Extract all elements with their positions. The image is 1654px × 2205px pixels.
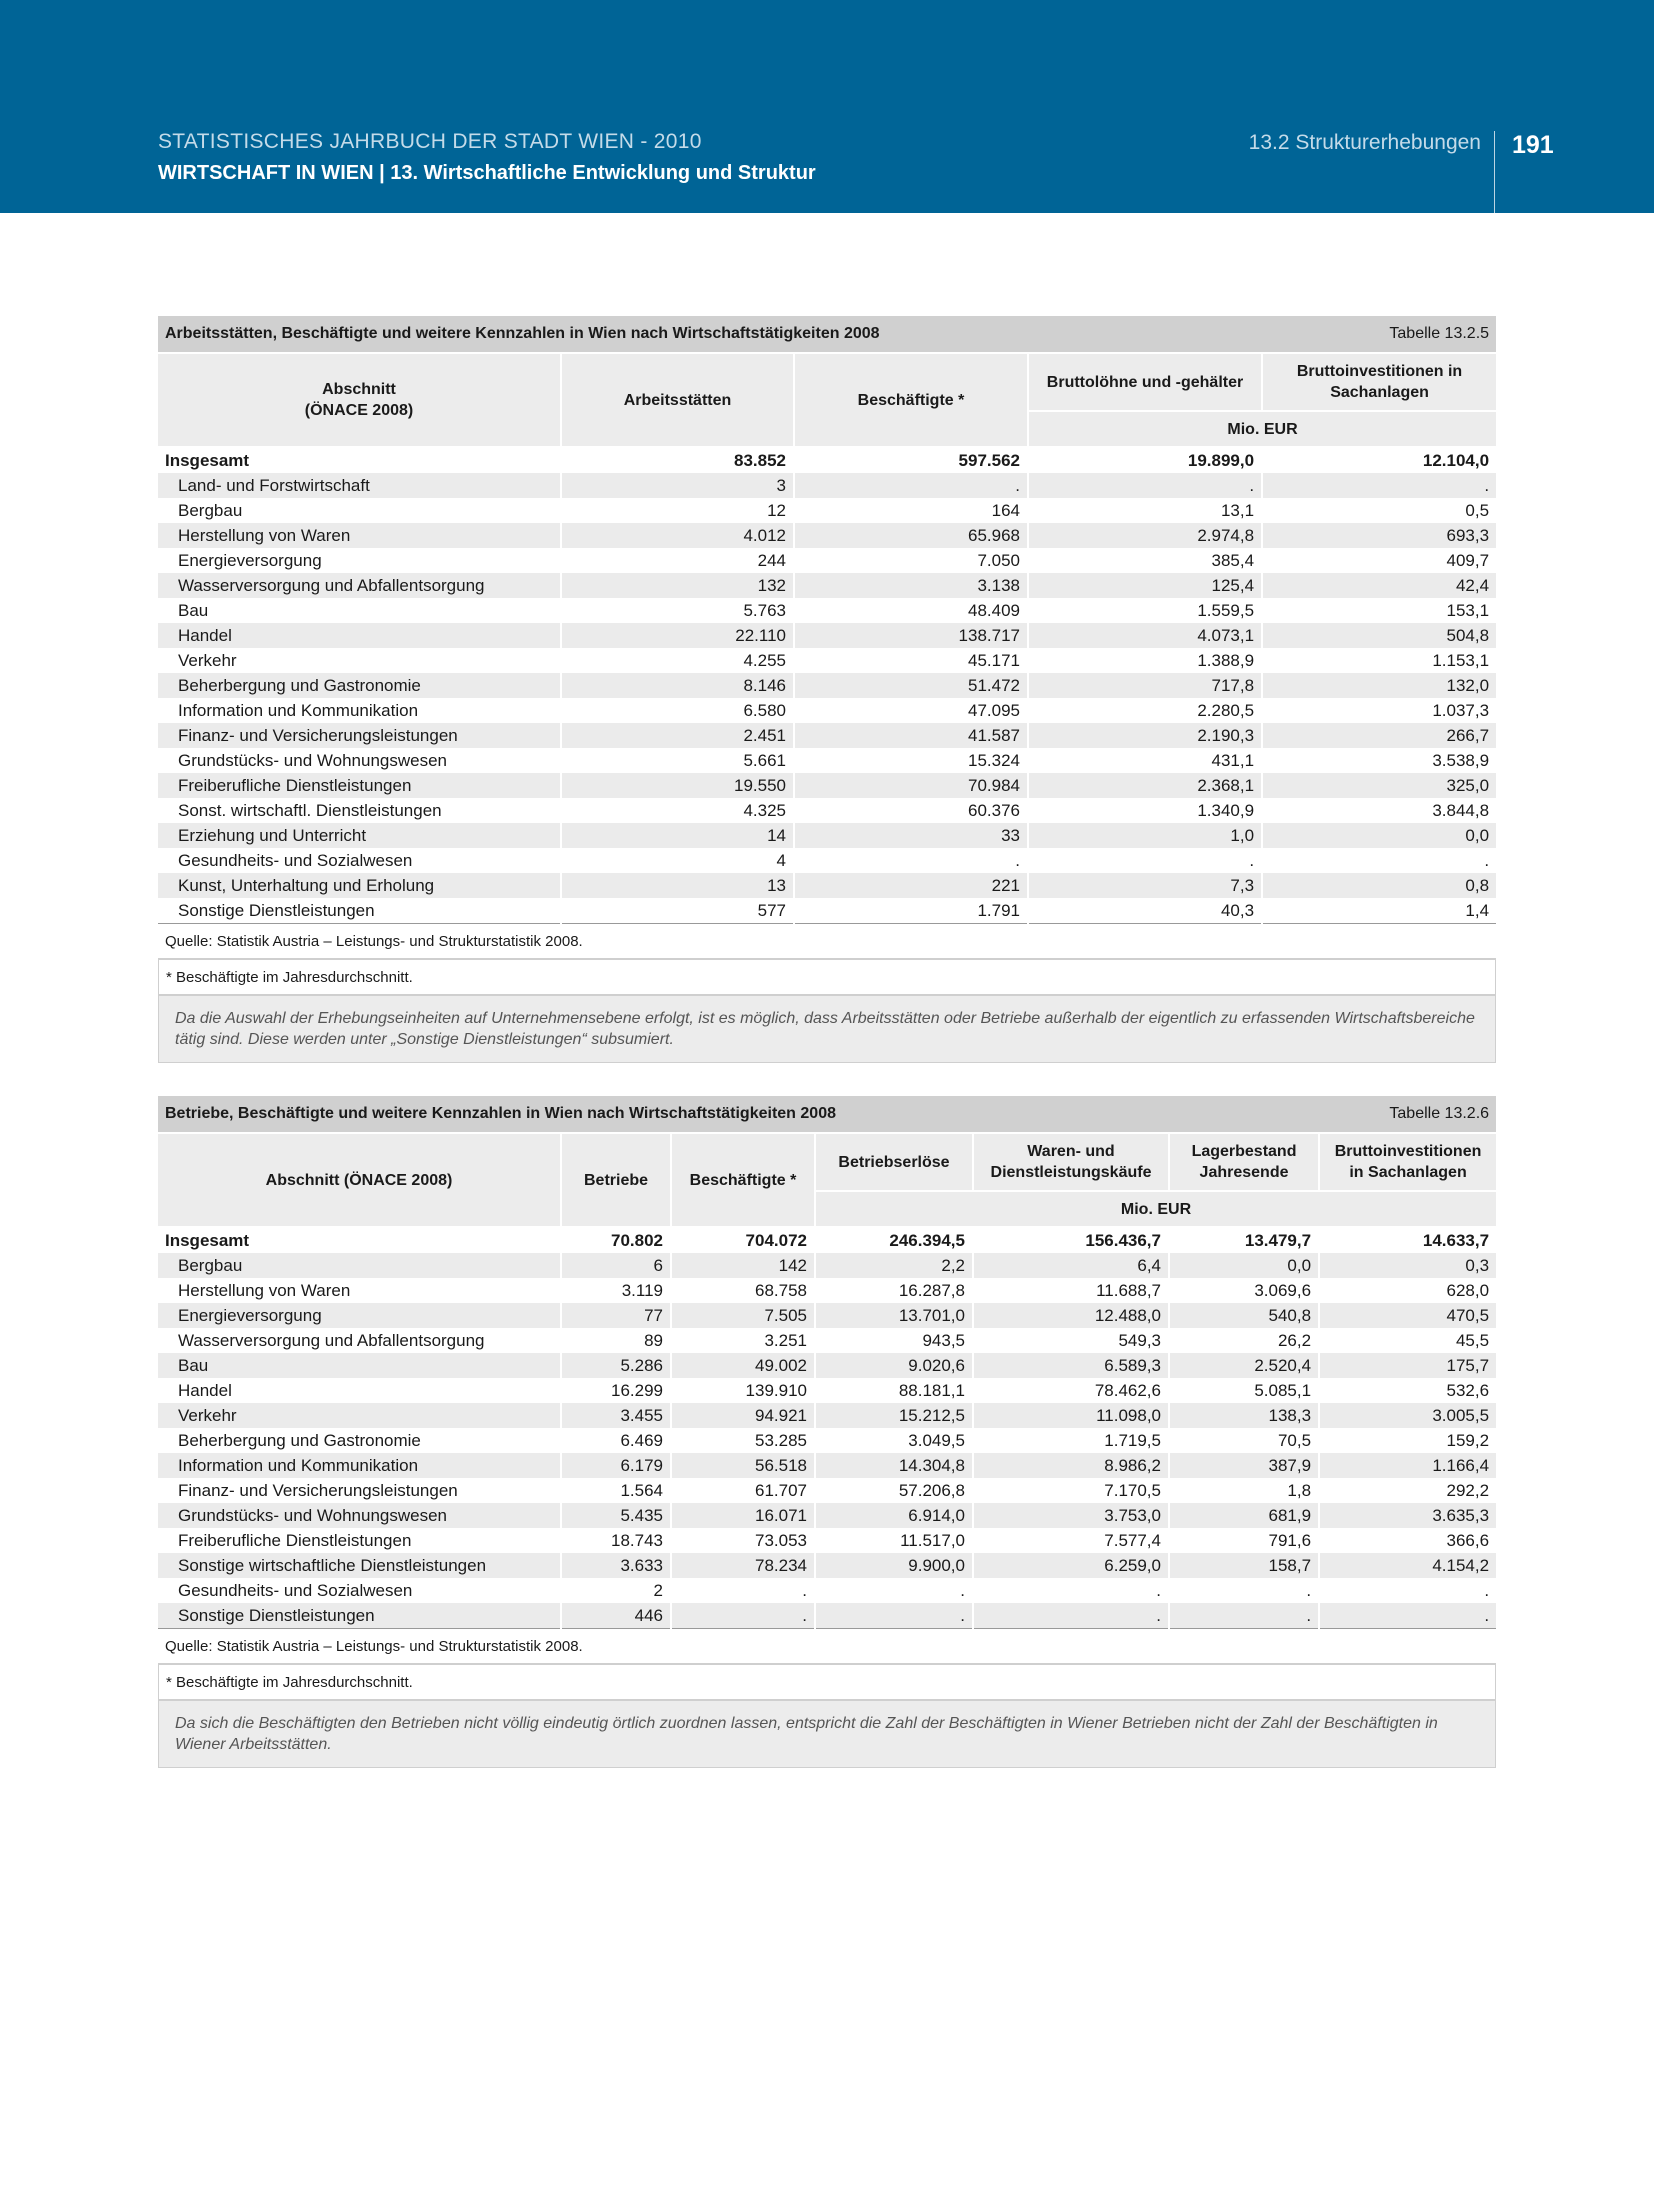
table-cell: 45,5 bbox=[1455, 1330, 1490, 1350]
table-row bbox=[158, 573, 1496, 598]
row-label: Sonstige wirtschaftliche Dienstleistungen bbox=[158, 1553, 561, 1578]
table-cell: 164 bbox=[794, 498, 1028, 523]
table-cell: 577 bbox=[561, 898, 794, 924]
table-cell: 5.286 bbox=[561, 1353, 671, 1378]
table-cell: 532,6 bbox=[1446, 1380, 1490, 1400]
table-cell: 16.071 bbox=[671, 1503, 815, 1528]
chapter-part1: WIRTSCHAFT IN WIEN bbox=[158, 162, 374, 184]
table-row bbox=[158, 1303, 1496, 1328]
table2-source: Quelle: Statistik Austria – Leistungs- und Strukturstatistik 2008. bbox=[158, 1629, 1496, 1664]
table2-caption bbox=[158, 1096, 1496, 1133]
table-cell: 11.517,0 bbox=[815, 1528, 973, 1553]
table2-footnote: * Beschäftigte im Jahresdurchschnitt. bbox=[158, 1664, 1496, 1700]
table-cell: 5.661 bbox=[561, 748, 794, 773]
table-row bbox=[158, 473, 1496, 498]
row-label: Handel bbox=[158, 623, 561, 648]
table2-body bbox=[158, 1227, 1496, 1629]
table-cell: . bbox=[815, 1578, 973, 1603]
table-cell: 40,3 bbox=[1028, 898, 1262, 924]
row-label: Gesundheits- und Sozialwesen bbox=[158, 1578, 561, 1603]
table-row bbox=[158, 723, 1496, 748]
table-cell: 3.455 bbox=[561, 1403, 671, 1428]
table-cell: 3.069,6 bbox=[1169, 1278, 1319, 1303]
table-cell: 13 bbox=[561, 873, 794, 898]
table-cell: 4.012 bbox=[561, 523, 794, 548]
table1-col-bruttoinvestitionen: Bruttoinvestitionen in Sachanlagen bbox=[1262, 353, 1496, 411]
table-row bbox=[158, 673, 1496, 698]
table2-number: Tabelle 13.2.6 bbox=[1319, 1096, 1496, 1133]
table-row bbox=[158, 1403, 1496, 1428]
table-cell: 89 bbox=[561, 1328, 671, 1353]
row-label: Sonstige Dienstleistungen bbox=[158, 1603, 561, 1629]
table1-caption bbox=[158, 316, 1496, 353]
table-row bbox=[158, 823, 1496, 848]
table-row bbox=[158, 1328, 1496, 1353]
table-cell: 431,1 bbox=[1028, 748, 1262, 773]
table-cell: 175,7 bbox=[1319, 1353, 1496, 1378]
table-row bbox=[158, 1378, 1496, 1403]
row-label: Finanz- und Versicherungsleistungen bbox=[158, 723, 561, 748]
table1-title: Arbeitsstätten, Beschäftigte und weitere Kennzahlen in Wien nach Wirtschaftstätigkeiten 2008 bbox=[158, 316, 1262, 353]
table-cell: 18.743 bbox=[561, 1528, 671, 1553]
row-label: Beherbergung und Gastronomie bbox=[158, 673, 561, 698]
row-label: Kunst, Unterhaltung und Erholung bbox=[158, 873, 561, 898]
table-cell: 13,1 bbox=[1028, 498, 1262, 523]
table-cell: 387,9 bbox=[1169, 1453, 1319, 1478]
table-cell: 3.844,8 bbox=[1432, 800, 1490, 820]
table-cell: 68.758 bbox=[671, 1278, 815, 1303]
table-cell: 1.564 bbox=[561, 1478, 671, 1503]
table-cell: 6.914,0 bbox=[815, 1503, 973, 1528]
table-cell: 1.388,9 bbox=[1028, 648, 1262, 673]
table-cell: 138,3 bbox=[1169, 1403, 1319, 1428]
table-cell: . bbox=[1319, 1603, 1496, 1629]
table-cell: 53.285 bbox=[671, 1428, 815, 1453]
table-cell: 540,8 bbox=[1169, 1303, 1319, 1328]
table-cell: 3.538,9 bbox=[1432, 750, 1490, 770]
table-cell: 3.251 bbox=[671, 1328, 815, 1353]
table1-total-row bbox=[158, 447, 1496, 473]
table1-unit: Mio. EUR bbox=[1028, 411, 1496, 447]
table-cell: 693,3 bbox=[1262, 523, 1496, 548]
table-cell: 16.287,8 bbox=[815, 1278, 973, 1303]
table-cell: 4.073,1 bbox=[1028, 623, 1262, 648]
row-label: Sonstige Dienstleistungen bbox=[158, 898, 561, 924]
table-cell: 16.299 bbox=[561, 1378, 671, 1403]
table-cell: 5.085,1 bbox=[1169, 1378, 1319, 1403]
table-cell: . bbox=[1262, 473, 1496, 498]
table-cell: 13.479,7 bbox=[1169, 1227, 1319, 1253]
row-label: Herstellung von Waren bbox=[158, 1278, 561, 1303]
table-cell: 65.968 bbox=[794, 523, 1028, 548]
table-cell: 132,0 bbox=[1262, 673, 1496, 698]
table-row bbox=[158, 1553, 1496, 1578]
table-cell: 49.002 bbox=[671, 1353, 815, 1378]
table-cell: 7.505 bbox=[671, 1303, 815, 1328]
table-row bbox=[158, 523, 1496, 548]
table1-grid bbox=[158, 316, 1496, 924]
row-label: Bau bbox=[158, 1353, 561, 1378]
row-label: Bergbau bbox=[158, 1253, 561, 1278]
table-cell: 292,2 bbox=[1446, 1480, 1490, 1500]
row-label: Grundstücks- und Wohnungswesen bbox=[158, 1503, 561, 1528]
table-row bbox=[158, 598, 1496, 623]
table2-total-row bbox=[158, 1227, 1496, 1253]
table-cell: 3.119 bbox=[561, 1278, 671, 1303]
row-label: Beherbergung und Gastronomie bbox=[158, 1428, 561, 1453]
row-label: Gesundheits- und Sozialwesen bbox=[158, 848, 561, 873]
table-cell: 3.005,5 bbox=[1319, 1403, 1496, 1428]
table-cell: 56.518 bbox=[671, 1453, 815, 1478]
table1-body bbox=[158, 447, 1496, 924]
table-cell: 791,6 bbox=[1169, 1528, 1319, 1553]
table2-col-lagerbestand: Lagerbestand Jahresende bbox=[1169, 1133, 1319, 1191]
table-cell: 246.394,5 bbox=[815, 1227, 973, 1253]
row-label: Freiberufliche Dienstleistungen bbox=[158, 773, 561, 798]
table-cell: 4.255 bbox=[561, 648, 794, 673]
table-cell: . bbox=[794, 848, 1028, 873]
table-cell: 1,8 bbox=[1169, 1478, 1319, 1503]
row-label: Bergbau bbox=[158, 498, 561, 523]
chapter-separator: | bbox=[379, 162, 385, 184]
table1-remark: Da die Auswahl der Erhebungseinheiten auf Unternehmensebene erfolgt, ist es möglich, dass Arbeitsstätten oder Betriebe außerhalb der eigentlich zu erfassenden Wirtschaftsbereiche tätig sind. Diese werden unter „Sonstige Dienstleistungen“ subsumiert. bbox=[158, 995, 1496, 1063]
row-label: Grundstücks- und Wohnungswesen bbox=[158, 748, 561, 773]
table1-col-beschaeftigte: Beschäftigte * bbox=[794, 353, 1028, 447]
table-cell: 73.053 bbox=[671, 1528, 815, 1553]
table-cell: 597.562 bbox=[794, 447, 1028, 473]
table-cell: 2,2 bbox=[815, 1253, 973, 1278]
table-row bbox=[158, 1453, 1496, 1478]
table-cell: 325,0 bbox=[1262, 773, 1496, 798]
table-row bbox=[158, 1428, 1496, 1453]
table-cell: 6.469 bbox=[561, 1428, 671, 1453]
table-cell: 41.587 bbox=[794, 723, 1028, 748]
table-cell: 51.472 bbox=[794, 673, 1028, 698]
table-cell: 88.181,1 bbox=[815, 1378, 973, 1403]
row-label: Information und Kommunikation bbox=[158, 1453, 561, 1478]
table-cell: 12.488,0 bbox=[973, 1303, 1169, 1328]
table-cell: 943,5 bbox=[815, 1328, 973, 1353]
table-cell: 4.154,2 bbox=[1319, 1553, 1496, 1578]
table-cell: 8.986,2 bbox=[973, 1453, 1169, 1478]
table-cell: 1.340,9 bbox=[1028, 798, 1262, 823]
table2-remark: Da sich die Beschäftigten den Betrieben nicht völlig eindeutig örtlich zuordnen lassen, entspricht die Zahl der Beschäftigten in Wiener Betrieben nicht der Zahl der Beschäftigten in Wiener Arbeitsstätten. bbox=[158, 1700, 1496, 1768]
table-row bbox=[158, 798, 1496, 823]
table-cell: 470,5 bbox=[1319, 1303, 1496, 1328]
table-cell: 244 bbox=[561, 548, 794, 573]
table-cell: 12 bbox=[561, 498, 794, 523]
table-cell: 158,7 bbox=[1169, 1553, 1319, 1578]
table-cell: . bbox=[1028, 848, 1262, 873]
row-label: Insgesamt bbox=[158, 1227, 561, 1253]
table-cell: 94.921 bbox=[671, 1403, 815, 1428]
row-label: Erziehung und Unterricht bbox=[158, 823, 561, 848]
row-label: Wasserversorgung und Abfallentsorgung bbox=[158, 1328, 561, 1353]
table-cell: 45.171 bbox=[794, 648, 1028, 673]
table-cell: 2.190,3 bbox=[1028, 723, 1262, 748]
table-cell: 78.234 bbox=[671, 1553, 815, 1578]
row-label: Energieversorgung bbox=[158, 1303, 561, 1328]
table-cell: 1.037,3 bbox=[1432, 700, 1490, 720]
table2-col-betriebe: Betriebe bbox=[561, 1133, 671, 1227]
table1-source: Quelle: Statistik Austria – Leistungs- und Strukturstatistik 2008. bbox=[158, 924, 1496, 959]
table-cell: 385,4 bbox=[1028, 548, 1262, 573]
table-cell: 42,4 bbox=[1262, 573, 1496, 598]
table-cell: 2.974,8 bbox=[1028, 523, 1262, 548]
table-cell: 446 bbox=[561, 1603, 671, 1629]
table-cell: 6.179 bbox=[561, 1453, 671, 1478]
table-cell: 1.166,4 bbox=[1319, 1453, 1496, 1478]
table-row bbox=[158, 623, 1496, 648]
table-cell: 549,3 bbox=[973, 1328, 1169, 1353]
table-cell: 681,9 bbox=[1169, 1503, 1319, 1528]
table-cell: 1.791 bbox=[794, 898, 1028, 924]
table-cell: 0,8 bbox=[1262, 873, 1496, 898]
table-cell: . bbox=[1028, 473, 1262, 498]
table-cell: 0,5 bbox=[1465, 500, 1490, 520]
table-cell: 6.589,3 bbox=[973, 1353, 1169, 1378]
table2-title: Betriebe, Beschäftigte und weitere Kennzahlen in Wien nach Wirtschaftstätigkeiten 2008 bbox=[158, 1096, 1319, 1133]
table-cell: 704.072 bbox=[671, 1227, 815, 1253]
table-cell: 12.104,0 bbox=[1262, 447, 1496, 473]
table-cell: . bbox=[1169, 1603, 1319, 1629]
table-cell: 221 bbox=[794, 873, 1028, 898]
table-cell: 26,2 bbox=[1169, 1328, 1319, 1353]
table-cell: 6.259,0 bbox=[973, 1553, 1169, 1578]
table-cell: 5.435 bbox=[561, 1503, 671, 1528]
table-cell: 3.049,5 bbox=[815, 1428, 973, 1453]
table-cell: 9.020,6 bbox=[815, 1353, 973, 1378]
table-row bbox=[158, 698, 1496, 723]
table-cell: 7.577,4 bbox=[973, 1528, 1169, 1553]
table2-col-beschaeftigte: Beschäftigte * bbox=[671, 1133, 815, 1227]
table-cell: 14.304,8 bbox=[815, 1453, 973, 1478]
table-cell: 504,8 bbox=[1262, 623, 1496, 648]
table-cell: 11.688,7 bbox=[973, 1278, 1169, 1303]
table-cell: 7.050 bbox=[794, 548, 1028, 573]
table-cell: 153,1 bbox=[1446, 600, 1490, 620]
table-cell: 48.409 bbox=[794, 598, 1028, 623]
table-row bbox=[158, 873, 1496, 898]
table2-col-betriebserloese: Betriebserlöse bbox=[815, 1133, 973, 1191]
table-cell: 47.095 bbox=[794, 698, 1028, 723]
table-cell: . bbox=[1169, 1578, 1319, 1603]
row-label: Handel bbox=[158, 1378, 561, 1403]
table-cell: 7.170,5 bbox=[973, 1478, 1169, 1503]
table-cell: 0,0 bbox=[1169, 1253, 1319, 1278]
table1-col-abschnitt: Abschnitt (ÖNACE 2008) bbox=[158, 353, 561, 447]
table-cell: 33 bbox=[794, 823, 1028, 848]
table-cell: 138.717 bbox=[794, 623, 1028, 648]
table-cell: 3.635,3 bbox=[1319, 1503, 1496, 1528]
page-number: 191 bbox=[1512, 131, 1554, 159]
table-cell: 78.462,6 bbox=[973, 1378, 1169, 1403]
chapter-title bbox=[158, 162, 816, 185]
table-row bbox=[158, 648, 1496, 673]
table-cell: 159,2 bbox=[1446, 1430, 1490, 1450]
table-cell: 2 bbox=[561, 1578, 671, 1603]
table2-grid bbox=[158, 1096, 1496, 1629]
table2-col-abschnitt: Abschnitt (ÖNACE 2008) bbox=[158, 1133, 561, 1227]
table-row bbox=[158, 1353, 1496, 1378]
table-cell: 3.753,0 bbox=[973, 1503, 1169, 1528]
table-cell: 1.559,5 bbox=[1028, 598, 1262, 623]
row-label: Verkehr bbox=[158, 648, 561, 673]
table-cell: 132 bbox=[561, 573, 794, 598]
row-label: Finanz- und Versicherungsleistungen bbox=[158, 1478, 561, 1503]
table-13-2-5 bbox=[158, 316, 1496, 1063]
table-cell: 3.138 bbox=[794, 573, 1028, 598]
table-cell: . bbox=[1484, 1580, 1490, 1600]
table-cell: 2.451 bbox=[561, 723, 794, 748]
table-cell: 8.146 bbox=[561, 673, 794, 698]
table-cell: . bbox=[671, 1578, 815, 1603]
table-cell: 266,7 bbox=[1262, 723, 1496, 748]
table2-col-warenkaeufe: Waren- und Dienstleistungskäufe bbox=[973, 1133, 1169, 1191]
table-cell: 2.520,4 bbox=[1169, 1353, 1319, 1378]
table-cell: 60.376 bbox=[794, 798, 1028, 823]
table-cell: 3.633 bbox=[561, 1553, 671, 1578]
table-cell: . bbox=[1484, 850, 1490, 870]
table2-unit: Mio. EUR bbox=[815, 1191, 1496, 1227]
table-cell: 70,5 bbox=[1169, 1428, 1319, 1453]
section-title: 13.2 Strukturerhebungen bbox=[1248, 131, 1481, 154]
table-cell: 11.098,0 bbox=[973, 1403, 1169, 1428]
row-label: Energieversorgung bbox=[158, 548, 561, 573]
table-cell: 77 bbox=[561, 1303, 671, 1328]
table-row bbox=[158, 1478, 1496, 1503]
row-label: Bau bbox=[158, 598, 561, 623]
table-cell: . bbox=[671, 1603, 815, 1629]
table-cell: . bbox=[973, 1578, 1169, 1603]
table-cell: 6.580 bbox=[561, 698, 794, 723]
yearbook-title: STATISTISCHES JAHRBUCH DER STADT WIEN - 2010 bbox=[158, 130, 702, 153]
table-cell: 628,0 bbox=[1446, 1280, 1490, 1300]
row-label: Land- und Forstwirtschaft bbox=[158, 473, 561, 498]
table-row bbox=[158, 773, 1496, 798]
page-header bbox=[0, 0, 1654, 213]
table-cell: . bbox=[973, 1603, 1169, 1629]
table-cell: 14.633,7 bbox=[1319, 1227, 1496, 1253]
table-cell: 19.550 bbox=[561, 773, 794, 798]
table-cell: 1,4 bbox=[1262, 898, 1496, 924]
header-divider bbox=[1494, 131, 1495, 213]
table-cell: 57.206,8 bbox=[815, 1478, 973, 1503]
table-cell: 4.325 bbox=[561, 798, 794, 823]
row-label: Wasserversorgung und Abfallentsorgung bbox=[158, 573, 561, 598]
table-cell: 156.436,7 bbox=[973, 1227, 1169, 1253]
table-cell: 61.707 bbox=[671, 1478, 815, 1503]
table-cell: 83.852 bbox=[561, 447, 794, 473]
table-cell: 4 bbox=[561, 848, 794, 873]
table-row bbox=[158, 848, 1496, 873]
table-cell: 0,3 bbox=[1319, 1253, 1496, 1278]
table-row bbox=[158, 1503, 1496, 1528]
table-cell: 2.368,1 bbox=[1028, 773, 1262, 798]
row-label: Insgesamt bbox=[158, 447, 561, 473]
table-cell: 125,4 bbox=[1028, 573, 1262, 598]
row-label: Sonst. wirtschaftl. Dienstleistungen bbox=[158, 798, 561, 823]
table-cell: 6,4 bbox=[973, 1253, 1169, 1278]
table-13-2-6 bbox=[158, 1096, 1496, 1768]
table-row bbox=[158, 1578, 1496, 1603]
table-cell: 15.212,5 bbox=[815, 1403, 973, 1428]
row-label: Herstellung von Waren bbox=[158, 523, 561, 548]
table-row bbox=[158, 1603, 1496, 1629]
table-cell: 409,7 bbox=[1446, 550, 1490, 570]
table-cell: 19.899,0 bbox=[1028, 447, 1262, 473]
table-cell: 1.153,1 bbox=[1432, 650, 1490, 670]
table-cell: 2.280,5 bbox=[1028, 698, 1262, 723]
table-row bbox=[158, 498, 1496, 523]
table-row bbox=[158, 1278, 1496, 1303]
table-cell: 366,6 bbox=[1446, 1530, 1490, 1550]
table-row bbox=[158, 548, 1496, 573]
table-cell: 70.984 bbox=[794, 773, 1028, 798]
table1-col-arbeitsstaetten: Arbeitsstätten bbox=[561, 353, 794, 447]
table-cell: 5.763 bbox=[561, 598, 794, 623]
table-row bbox=[158, 1253, 1496, 1278]
row-label: Information und Kommunikation bbox=[158, 698, 561, 723]
table-cell: 139.910 bbox=[671, 1378, 815, 1403]
table-row bbox=[158, 748, 1496, 773]
table-cell: . bbox=[794, 473, 1028, 498]
table-row bbox=[158, 898, 1496, 924]
table-cell: 9.900,0 bbox=[815, 1553, 973, 1578]
table-cell: 142 bbox=[671, 1253, 815, 1278]
table-cell: 717,8 bbox=[1028, 673, 1262, 698]
table-cell: 13.701,0 bbox=[815, 1303, 973, 1328]
table1-col-bruttoloehne: Bruttolöhne und -gehälter bbox=[1028, 353, 1262, 411]
table-cell: 3 bbox=[561, 473, 794, 498]
row-label: Freiberufliche Dienstleistungen bbox=[158, 1528, 561, 1553]
table-cell: . bbox=[815, 1603, 973, 1629]
table-cell: 1,0 bbox=[1028, 823, 1262, 848]
table2-col-bruttoinvestitionen: Bruttoinvestitionen in Sachanlagen bbox=[1319, 1133, 1496, 1191]
table-cell: 22.110 bbox=[561, 623, 794, 648]
row-label: Verkehr bbox=[158, 1403, 561, 1428]
table1-number: Tabelle 13.2.5 bbox=[1262, 316, 1496, 353]
chapter-part2: 13. Wirtschaftliche Entwicklung und Struktur bbox=[390, 162, 816, 184]
table-cell: 15.324 bbox=[794, 748, 1028, 773]
table-row bbox=[158, 1528, 1496, 1553]
table-cell: 1.719,5 bbox=[973, 1428, 1169, 1453]
table-cell: 6 bbox=[561, 1253, 671, 1278]
table-cell: 70.802 bbox=[561, 1227, 671, 1253]
table-cell: 14 bbox=[561, 823, 794, 848]
table-cell: 0,0 bbox=[1262, 823, 1496, 848]
table1-footnote: * Beschäftigte im Jahresdurchschnitt. bbox=[158, 959, 1496, 995]
table-cell: 7,3 bbox=[1028, 873, 1262, 898]
